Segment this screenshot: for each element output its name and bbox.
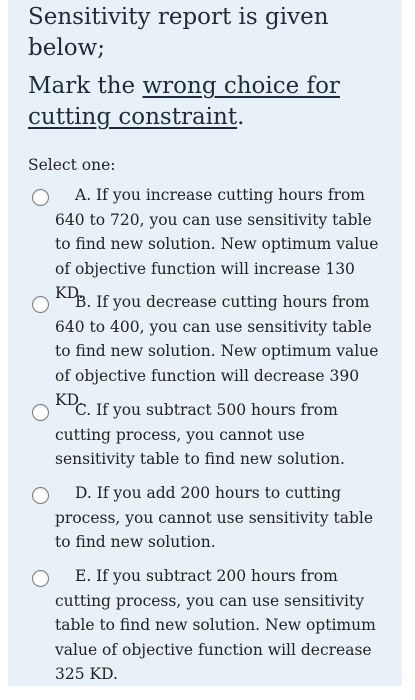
question-emphasis: wrong choice for cutting constraint <box>28 73 340 130</box>
question-line-2-suffix: . <box>237 104 245 130</box>
question-line-2 <box>28 71 388 133</box>
question-line-2-prefix: Mark the <box>28 73 143 99</box>
option-a-radio[interactable] <box>32 189 49 206</box>
question-line-1: Sensitivity report is given below; <box>28 4 329 61</box>
option-d-radio[interactable] <box>32 487 49 504</box>
option-b-radio[interactable] <box>32 296 49 313</box>
select-one-prompt: Select one: <box>28 156 116 174</box>
option-a-label[interactable]: A. If you increase cutting hours from 640 to 720, you can use sensitivity table to find new solution. New optimum value of objective function will increase 130 KD. <box>55 186 379 302</box>
option-e-radio[interactable] <box>32 570 49 587</box>
option-d-label[interactable]: D. If you add 200 hours to cutting process, you cannot use sensitivity table to find new solution. <box>55 484 374 551</box>
option-b-label[interactable]: B. If you decrease cutting hours from 640 to 400, you can use sensitivity table to find new solution. New optimum value of objective function will decrease 390 KD. <box>55 293 379 409</box>
option-c-radio[interactable] <box>32 404 49 421</box>
option-e-label[interactable]: E. If you subtract 200 hours from cutting process, you can use sensitivity table to find new solution. New optimum value of objective function will decrease 325 KD. <box>55 567 376 683</box>
question-text <box>28 2 388 133</box>
question-card <box>8 0 402 686</box>
option-c-label[interactable]: C. If you subtract 500 hours from cutting process, you cannot use sensitivity table to find new solution. <box>55 401 345 468</box>
